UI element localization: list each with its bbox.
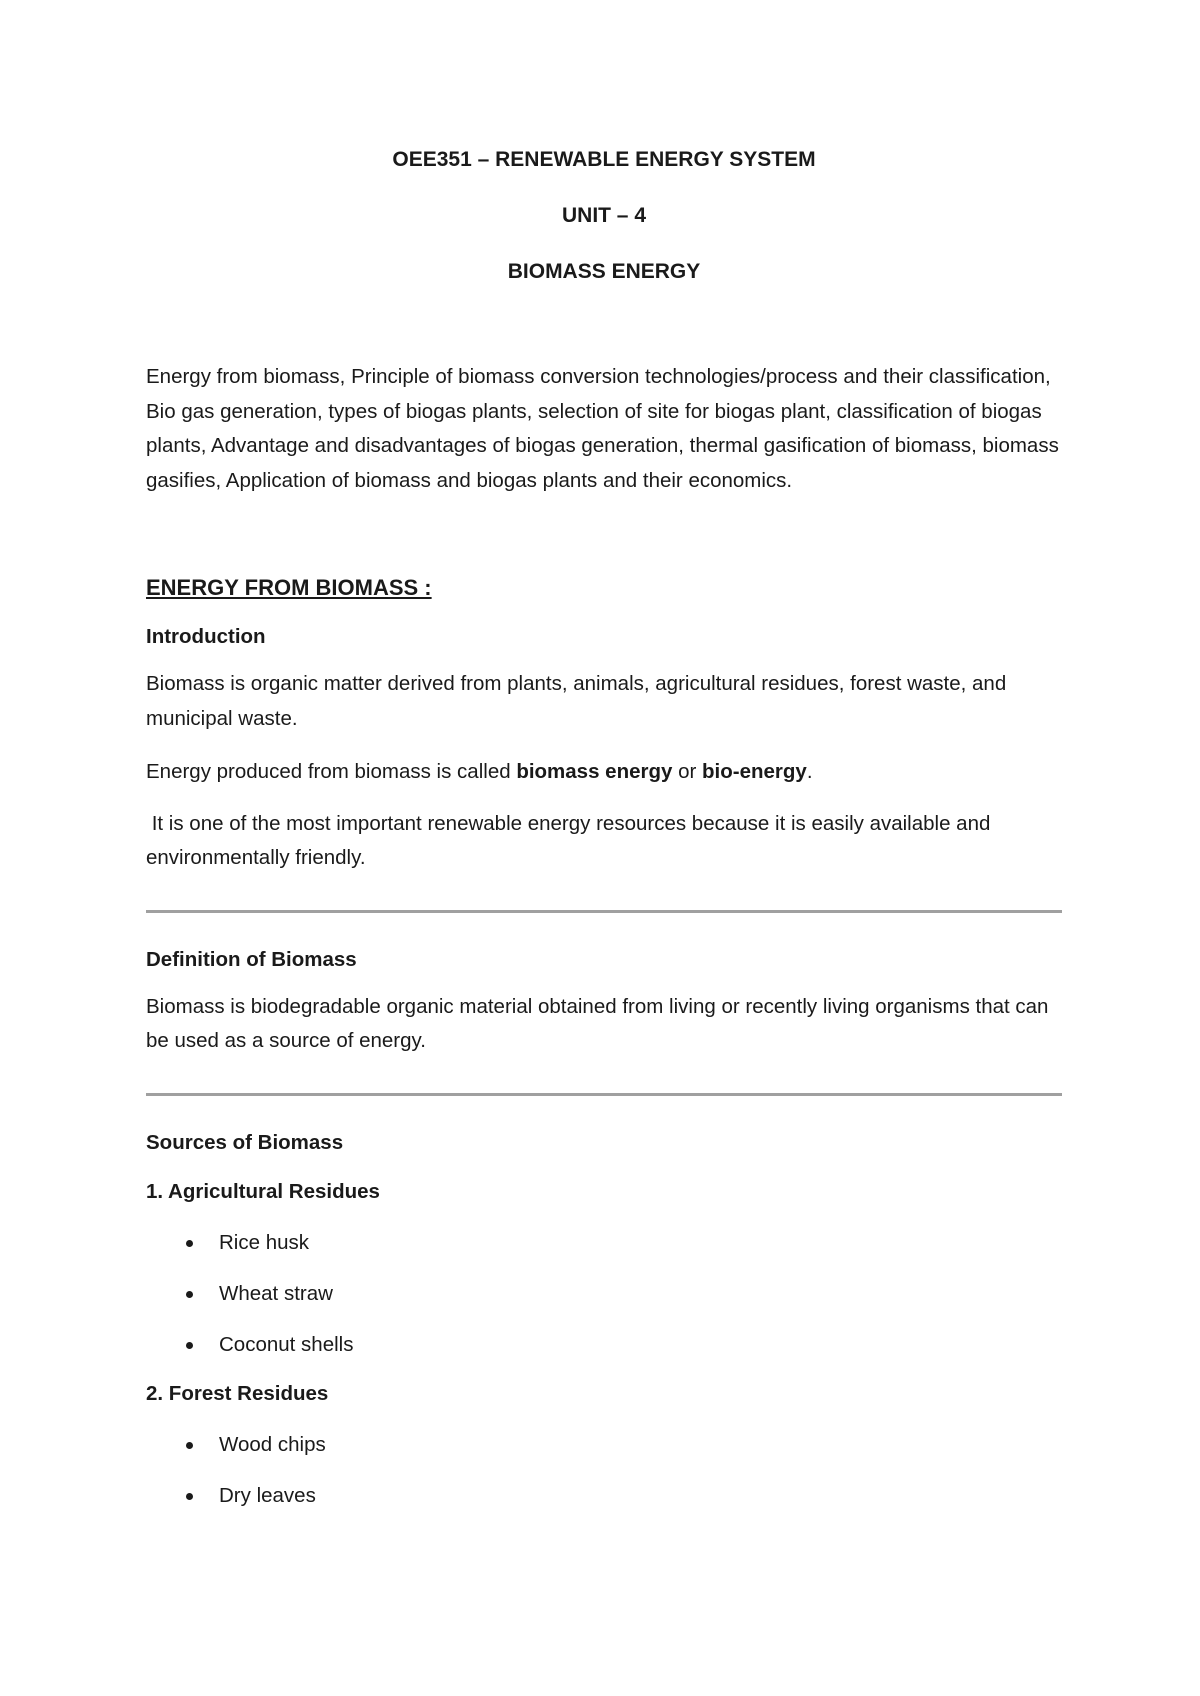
introduction-paragraph-1: Biomass is organic matter derived from plants, animals, agricultural residues, forest waste, and municipal waste.: [146, 672, 1007, 730]
sources-heading: Sources of Biomass: [146, 1130, 344, 1154]
list-item-text: Rice husk: [219, 1230, 310, 1254]
definition-heading: Definition of Biomass: [146, 947, 357, 971]
list-item-text: Coconut shells: [219, 1332, 354, 1356]
list-item: [146, 1330, 1062, 1360]
list-item: [146, 1481, 1062, 1511]
course-title: OEE351 – RENEWABLE ENERGY SYSTEM: [392, 148, 816, 171]
unit-title: UNIT – 4: [561, 204, 647, 227]
group-heading-agricultural: 1. Agricultural Residues: [146, 1179, 380, 1203]
list-item: [146, 1228, 1062, 1258]
horizontal-divider: [146, 1093, 1062, 1096]
introduction-paragraph-2: [146, 755, 1062, 790]
document-page: [146, 145, 1062, 1511]
list-item-text: Wood chips: [219, 1432, 326, 1456]
list-item-text: Wheat straw: [219, 1281, 333, 1305]
term-bio-energy: bio-energy: [702, 760, 807, 783]
list-item: [146, 1279, 1062, 1309]
para2-prefix: Energy produced from biomass is called: [146, 760, 517, 783]
para2-mid: or: [672, 760, 703, 783]
bullet-icon: [186, 1442, 193, 1449]
syllabus-paragraph: Energy from biomass, Principle of biomass conversion technologies/process and their classification, Bio gas generation, types of biogas plants, selection of site for biogas plant, classification of biogas plants, Advantage and disadvantages of biogas generation, thermal gasification of biomass, biomass gasifies, Application of biomass and biogas plants and their economics.: [146, 365, 1059, 492]
horizontal-divider: [146, 910, 1062, 913]
list-item-text: Dry leaves: [219, 1483, 316, 1507]
group-heading-forest: 2. Forest Residues: [146, 1381, 329, 1405]
introduction-heading: Introduction: [146, 625, 266, 648]
bullet-icon: [186, 1240, 193, 1247]
term-biomass-energy: biomass energy: [516, 760, 673, 783]
agricultural-list: [146, 1228, 1062, 1360]
bullet-icon: [186, 1342, 193, 1349]
section-heading: ENERGY FROM BIOMASS :: [146, 575, 432, 600]
definition-paragraph: Biomass is biodegradable organic material obtained from living or recently living organisms that can be used as a source of energy.: [146, 994, 1049, 1052]
bullet-icon: [186, 1493, 193, 1500]
list-item: [146, 1430, 1062, 1460]
forest-list: [146, 1430, 1062, 1511]
topic-title: BIOMASS ENERGY: [507, 260, 701, 283]
introduction-paragraph-3: It is one of the most important renewable energy resources because it is easily available and environmentally friendly.: [146, 811, 997, 869]
para2-suffix: .: [806, 760, 813, 783]
bullet-icon: [186, 1291, 193, 1298]
